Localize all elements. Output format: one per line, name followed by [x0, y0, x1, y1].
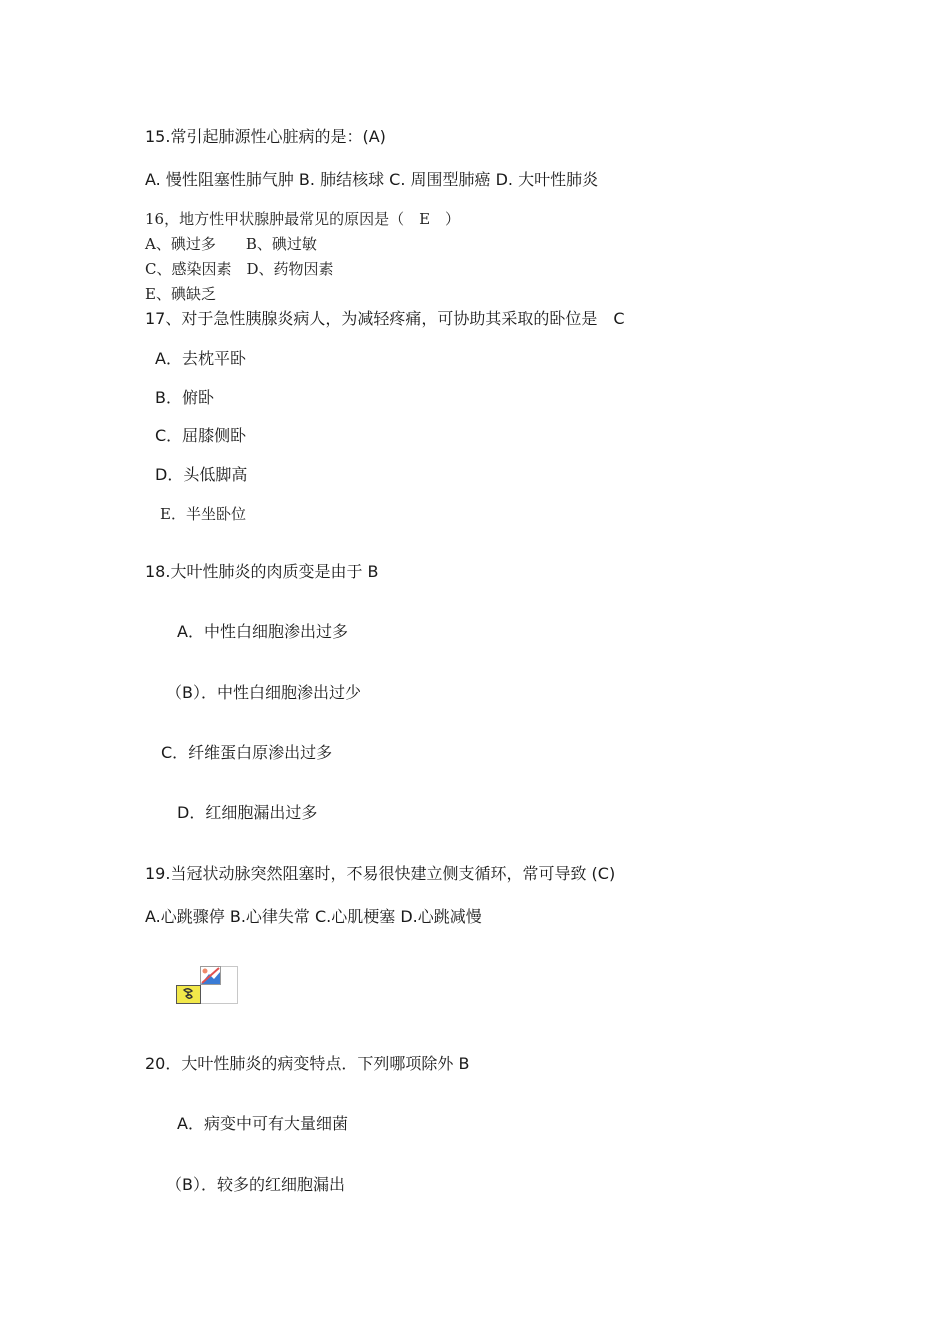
- broken-image-icon: [176, 966, 238, 1004]
- question-15-options: A. 慢性阻塞性肺气肿 B. 肺结核球 C. 周围型肺癌 D. 大叶性肺炎: [145, 170, 599, 189]
- question-17-option-b: B．俯卧: [155, 388, 214, 407]
- question-20: 20．大叶性肺炎的病变特点．下列哪项除外 B: [145, 1054, 470, 1073]
- question-16-option-row-2: C、感染因素 D、药物因素: [145, 260, 334, 278]
- question-18-option-c: C．纤维蛋白原渗出过多: [161, 743, 333, 762]
- question-17-option-e: E．半坐卧位: [160, 505, 246, 523]
- question-18-option-d: D．红细胞漏出过多: [177, 803, 318, 822]
- question-16-option-row-3: E、碘缺乏: [145, 285, 216, 303]
- question-16: 16，地方性甲状腺肿最常见的原因是（ E ）: [145, 210, 461, 228]
- question-15: 15.常引起肺源性心脏病的是：(A): [145, 127, 386, 146]
- question-18: 18.大叶性肺炎的肉质变是由于 B: [145, 562, 379, 581]
- question-17: 17、对于急性胰腺炎病人，为减轻疼痛，可协助其采取的卧位是 C: [145, 309, 625, 328]
- question-17-option-d: D．头低脚高: [155, 465, 248, 484]
- question-20-option-a: A．病变中可有大量细菌: [177, 1114, 348, 1133]
- question-18-option-a: A．中性白细胞渗出过多: [177, 622, 348, 641]
- question-19-options: A.心跳骤停 B.心律失常 C.心肌梗塞 D.心跳减慢: [145, 907, 482, 926]
- question-16-option-row-1: A、碘过多 B、碘过敏: [145, 235, 317, 253]
- question-17-option-a: A．去枕平卧: [155, 349, 246, 368]
- question-18-option-b: （B）．中性白细胞渗出过少: [166, 683, 361, 702]
- question-20-option-b: （B）．较多的红细胞漏出: [166, 1175, 345, 1194]
- question-17-option-c: C．屈膝侧卧: [155, 426, 247, 445]
- question-19: 19.当冠状动脉突然阻塞时，不易很快建立侧支循环，常可导致 (C): [145, 864, 616, 883]
